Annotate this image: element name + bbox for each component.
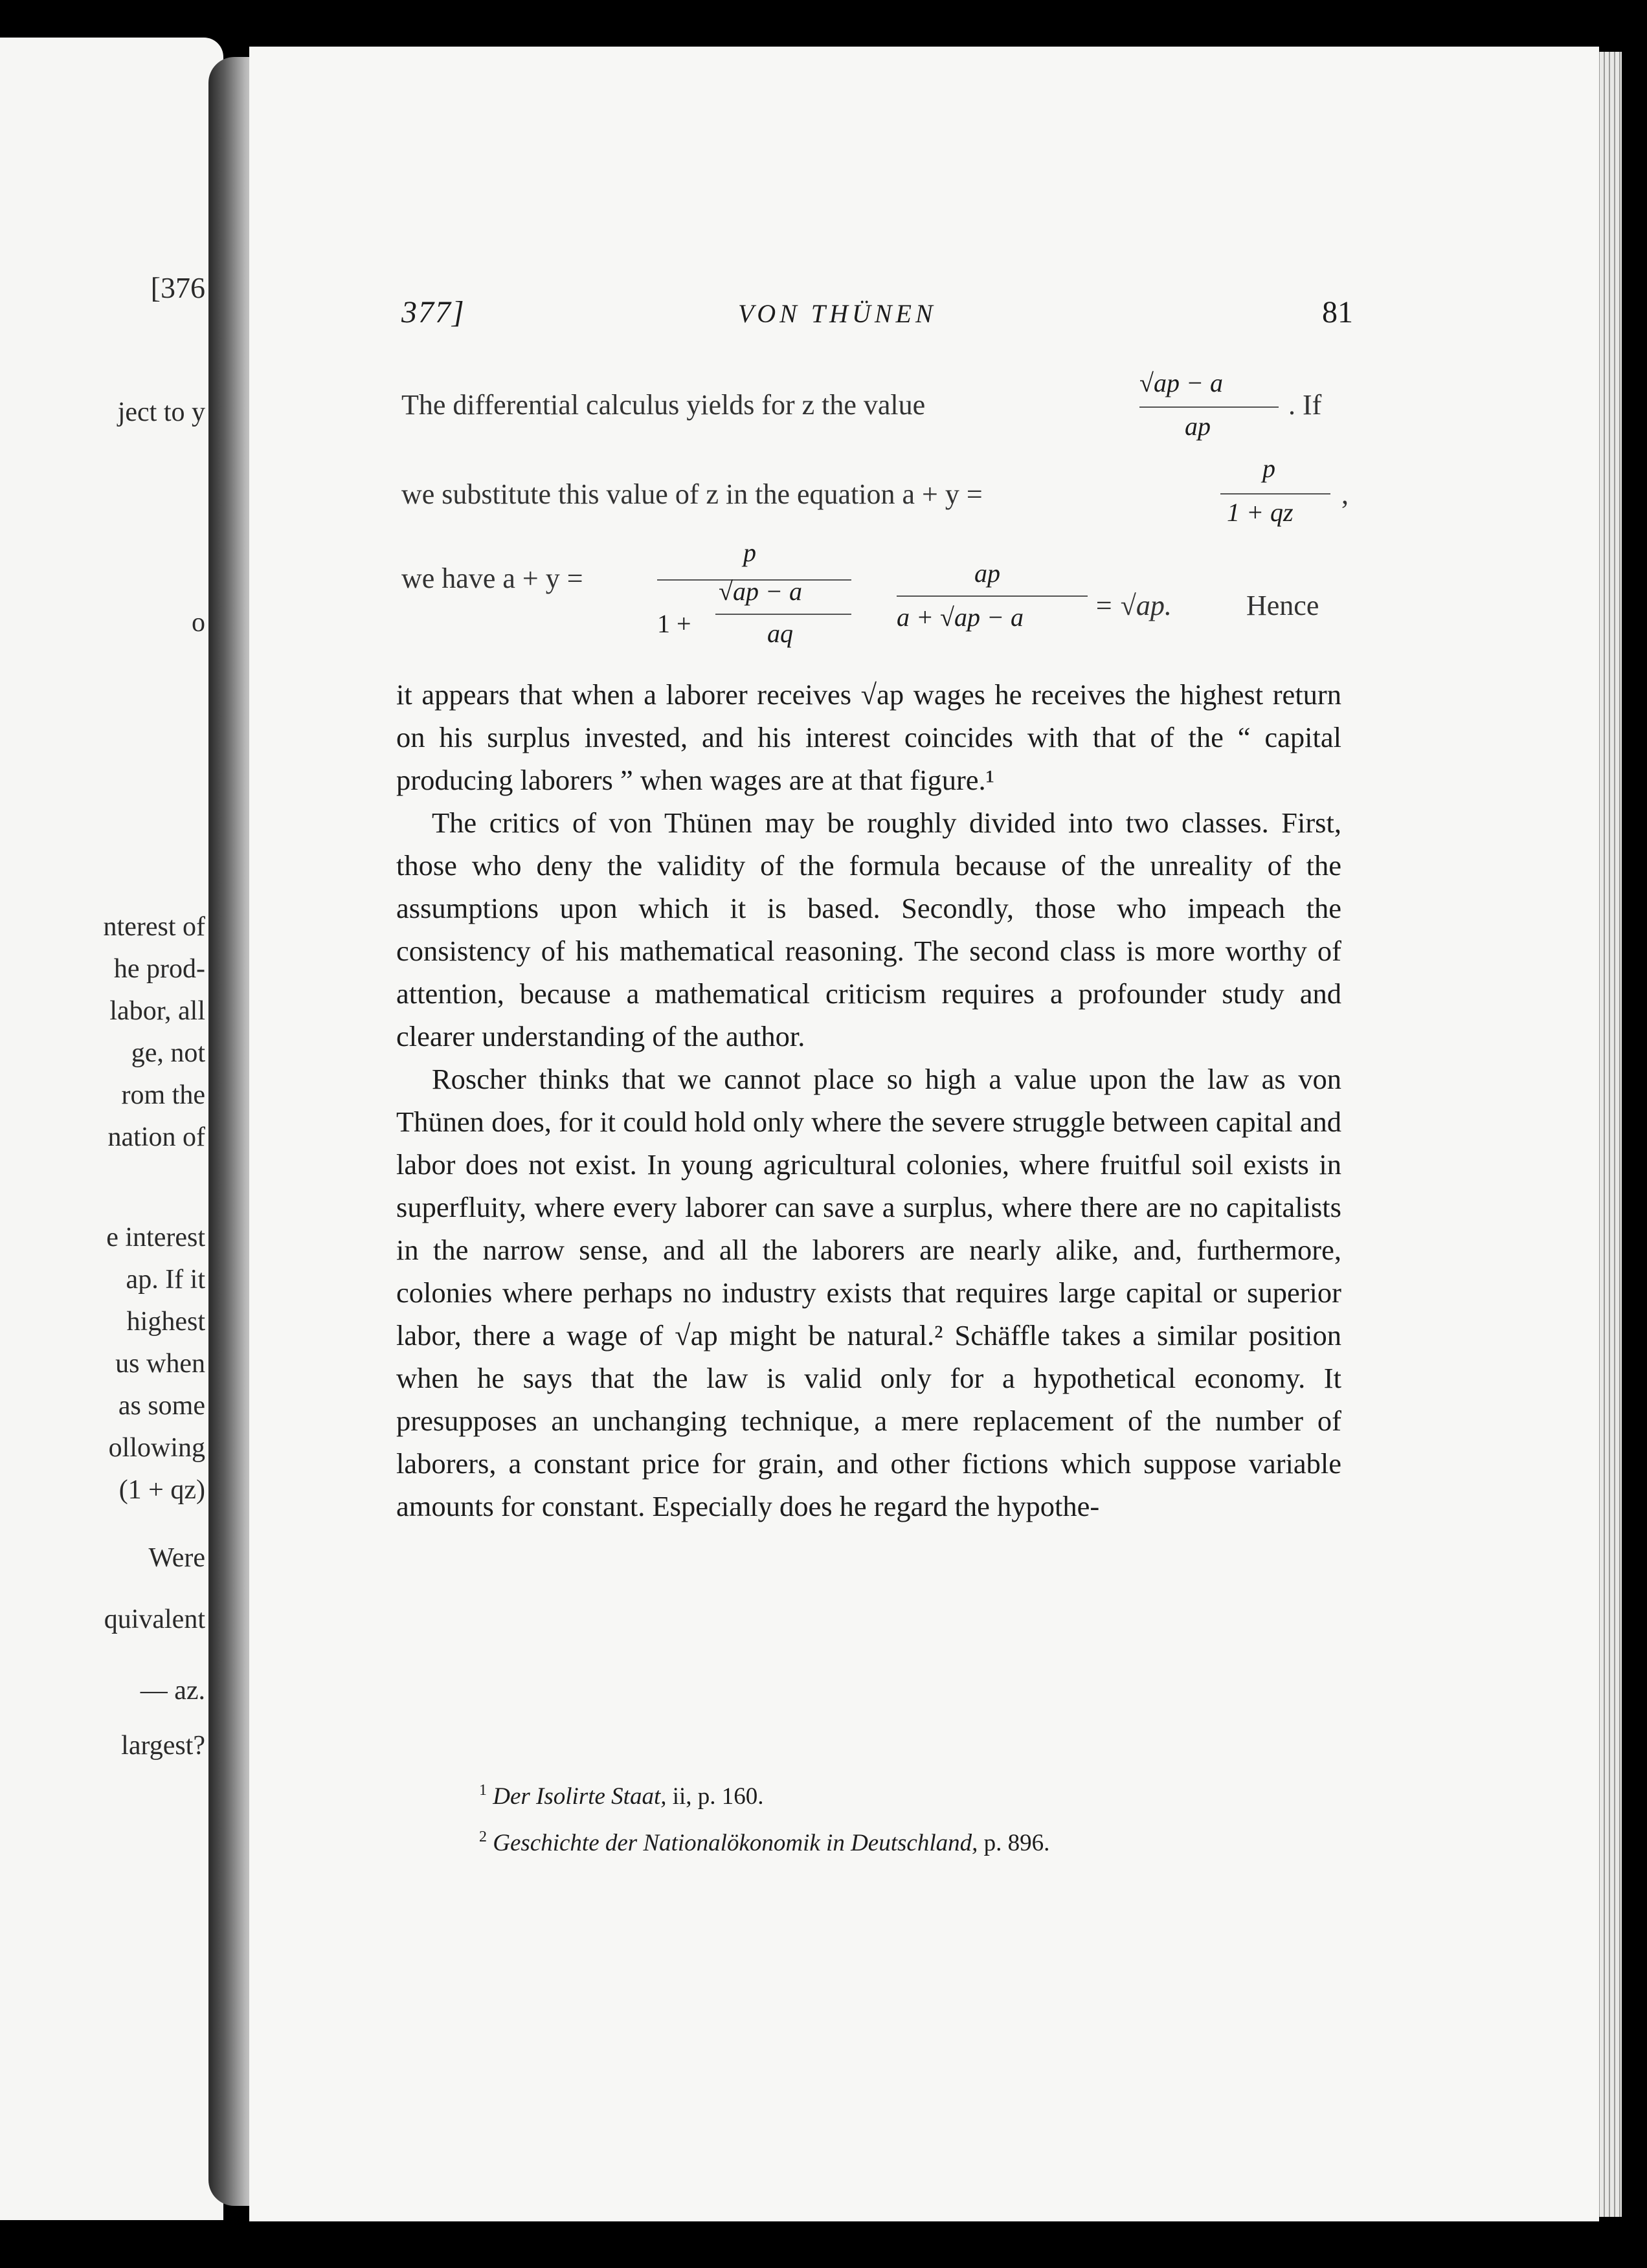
footnote-1-marker: 1 xyxy=(479,1782,487,1799)
page-header xyxy=(401,295,1353,333)
left-page-line: us when xyxy=(115,1349,205,1379)
left-page-line: nation of xyxy=(107,1122,205,1152)
fraction-1-denominator: ap xyxy=(1185,412,1211,441)
left-page-line: ject to y xyxy=(117,397,205,427)
fraction-2-denominator: 1 + qz xyxy=(1227,498,1294,527)
footnote-1-title: Der Isolirte Staat, xyxy=(493,1783,667,1810)
footnote-2 xyxy=(479,1817,1049,1863)
footnote-2-rest: p. 896. xyxy=(978,1830,1050,1856)
paragraph-3: Roscher thinks that we cannot place so high a value upon the law as von Thünen does, for it could hold only where the severe struggle between capital and labor does not exist. In young agricultural colonies, where fruitful soil exists in superfluity, where every laborer can save a surplus, where there are no capitalists in the narrow sense, and all the laborers are nearly alike, and, furthermore, colonies where perhaps no industry exists that requires large capital or superior labor, there a wage of √ap might be natural.² Schäffle takes a similar position when he says that the law is valid only for a hypothetical economy. It presupposes an unchanging technique, a mere replacement of the number of laborers, a constant price for grain, and other fictions which suppose variable amounts for constant. Especially does he regard the hypothe- xyxy=(396,1063,1341,1522)
header-page-ref: 377] xyxy=(401,295,465,329)
fraction-4-numerator: ap xyxy=(974,559,1000,588)
fraction-3-inner-bar xyxy=(715,614,851,615)
footnote-1-rest: ii, p. 160. xyxy=(666,1783,764,1810)
math-line-3: we have a + y = xyxy=(401,562,583,594)
left-page-line: — az. xyxy=(140,1676,205,1706)
left-page-line: ge, not xyxy=(131,1038,205,1068)
left-page-line: quivalent xyxy=(104,1605,205,1634)
left-page-line: ollowing xyxy=(108,1433,205,1463)
left-page-line: e interest xyxy=(106,1223,205,1252)
fraction-2-bar xyxy=(1220,493,1330,495)
footnote-2-marker: 2 xyxy=(479,1829,487,1845)
header-page-number: 81 xyxy=(1322,295,1353,329)
math-line-1: The differential calculus yields for z the value xyxy=(401,389,926,421)
footnotes xyxy=(479,1770,1049,1863)
left-page-line: rom the xyxy=(121,1080,205,1110)
math-line-3-end: Hence xyxy=(1246,590,1319,621)
math-result: = √ap. xyxy=(1094,590,1172,621)
fraction-3-numerator: p xyxy=(743,538,756,567)
left-page-line: labor, all xyxy=(109,996,205,1026)
footnote-2-title: Geschichte der Nationalökonomik in Deutschland, xyxy=(493,1830,978,1856)
left-page-line: he prod- xyxy=(113,954,205,984)
running-title: VON THÜNEN xyxy=(738,299,937,328)
fraction-4-denominator: a + √ap − a xyxy=(897,603,1024,632)
left-page-line: as some xyxy=(118,1391,205,1421)
footnote-1 xyxy=(479,1770,1049,1817)
left-facing-page xyxy=(0,38,223,2220)
math-line-1-end: . If xyxy=(1288,389,1322,421)
left-page-line: ap. If it xyxy=(126,1265,205,1295)
left-page-line: largest? xyxy=(121,1731,205,1761)
paragraph-2: The critics of von Thünen may be roughly divided into two classes. First, those who deny the validity of the formula because of the unreality of the assumptions upon which it is based. Secondly, those who impeach the consistency of his mathematical reasoning. The second class is more worthy of attention, because a mathematical criticism requires a profounder study and clearer understanding of the author. xyxy=(396,806,1341,1052)
fraction-4-bar xyxy=(897,595,1088,597)
left-page-line: nterest of xyxy=(103,912,205,942)
left-page-number: [376 xyxy=(150,271,205,304)
fraction-3-denominator-prefix: 1 + xyxy=(657,609,691,638)
fraction-3-inner-denominator: aq xyxy=(767,619,793,648)
fraction-2-numerator: p xyxy=(1262,454,1275,483)
left-page-line: o xyxy=(192,608,205,638)
math-line-2-end: , xyxy=(1341,478,1349,510)
math-line-2: we substitute this value of z in the equation a + y = xyxy=(401,478,983,510)
left-page-line: Were xyxy=(148,1543,205,1573)
left-page-line: highest xyxy=(126,1307,205,1337)
paragraph-1: it appears that when a laborer receives √ap wages he receives the highest return on his surplus invested, and his interest coincides with that of the “ capital producing laborers ” when wages are at that figure.¹ xyxy=(396,678,1341,796)
left-page-line: (1 + qz) xyxy=(118,1475,205,1505)
fraction-1-numerator: √ap − a xyxy=(1139,368,1223,397)
body-text xyxy=(396,673,1341,1528)
fraction-1-bar xyxy=(1139,406,1279,408)
fraction-3-inner-numerator: √ap − a xyxy=(719,577,802,606)
